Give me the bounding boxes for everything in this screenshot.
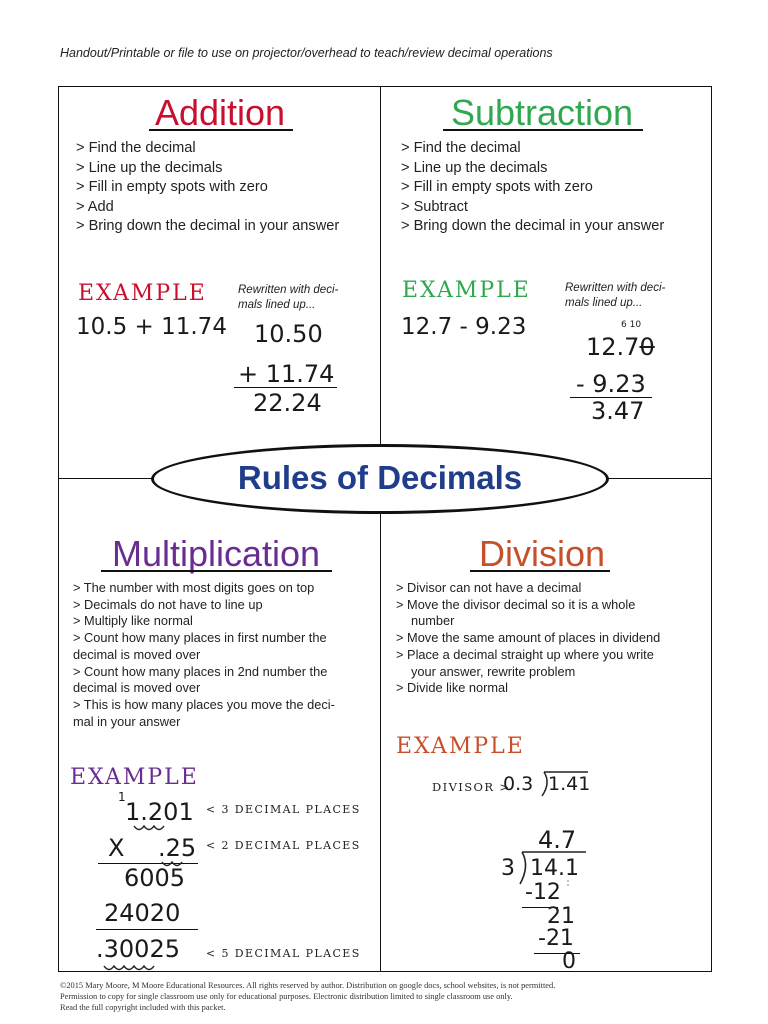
division-step: > Move the divisor decimal so it is a whole	[396, 596, 636, 612]
subtraction-note-line: mals lined up...	[565, 297, 643, 309]
multiplication-step: > The number with most digits goes on top	[73, 580, 315, 595]
subtraction-step: > Find the decimal	[401, 140, 521, 156]
page-header: Handout/Printable or file to use on projector/overhead to teach/review decimal operations	[60, 46, 553, 60]
multiplication-note-top: < 3 DECIMAL PLACES	[206, 803, 361, 816]
subtraction-title: Subtraction	[450, 92, 634, 133]
division-remainder-1: 21	[547, 904, 575, 929]
multiplication-answer: .30025	[96, 935, 180, 963]
addition-example-label: EXAMPLE	[78, 281, 207, 306]
division-original-divisor: 0.3	[503, 773, 534, 795]
addition-title-underline	[149, 129, 293, 131]
multiplication-note-mid: < 2 DECIMAL PLACES	[206, 839, 361, 852]
subtraction-bottom-number: - 9.23	[576, 370, 646, 398]
division-step: number	[411, 613, 455, 629]
division-divisor-label: DIVISOR >	[432, 780, 511, 794]
multiplication-note-answer: < 5 DECIMAL PLACES	[206, 947, 361, 960]
multiplication-top-number: 1.201	[125, 798, 194, 826]
addition-step: > Add	[76, 198, 114, 215]
multiplication-title-underline	[101, 570, 332, 572]
subtraction-top-last-digit: 0	[639, 333, 655, 361]
multiplication-partial-1: 6005	[124, 864, 186, 892]
subtraction-step: > Bring down the decimal in your answer	[401, 218, 665, 235]
subtraction-title-underline	[443, 129, 643, 131]
copyright-line: Read the full copyright included with this packet.	[60, 1003, 226, 1012]
addition-step: > Line up the decimals	[76, 159, 223, 176]
subtraction-answer: 3.47	[591, 397, 645, 425]
subtraction-steps	[401, 139, 664, 237]
copyright-footer	[60, 980, 555, 1013]
multiplication-step: > Decimals do not have to line up	[73, 596, 263, 612]
subtraction-top-number	[586, 333, 655, 361]
multiplication-step: > This is how many places you move the deci-	[73, 696, 335, 712]
addition-bottom-number: + 11.74	[238, 360, 335, 388]
multiplication-step: > Count how many places in 2nd number the	[73, 663, 328, 679]
multiplication-decimal-place-loops	[96, 820, 206, 972]
division-title-underline	[470, 570, 610, 572]
division-steps	[396, 580, 660, 697]
multiplication-step: decimal is moved over	[73, 680, 201, 696]
addition-answer: 22.24	[253, 389, 322, 417]
addition-problem: 10.5 + 11.74	[76, 314, 227, 340]
subtraction-note-line: Rewritten with deci-	[565, 282, 666, 294]
addition-note-line: Rewritten with deci-	[238, 284, 339, 296]
addition-steps	[76, 139, 339, 237]
multiplication-step: > Count how many places in first number the	[73, 630, 327, 646]
subtraction-example-label: EXAMPLE	[402, 278, 531, 303]
division-original-bracket	[530, 770, 600, 798]
addition-note-line: mals lined up...	[238, 299, 316, 311]
division-step: > Divisor can not have a decimal	[396, 580, 582, 595]
copyright-line: Permission to copy for single classroom use only for educational purposes. Electronic distribution limited to single classroom use only.	[60, 992, 513, 1001]
multiplication-step: mal in your answer	[73, 713, 181, 729]
division-example-label: EXAMPLE	[396, 734, 525, 759]
vertical-divider	[380, 87, 381, 971]
division-dividend: 14.1	[530, 856, 579, 881]
division-subtract-1: -12	[525, 880, 561, 905]
division-step: > Place a decimal straight up where you write	[396, 646, 654, 662]
multiplication-step: decimal is moved over	[73, 646, 201, 662]
addition-step: > Find the decimal	[76, 140, 196, 156]
subtraction-step: > Line up the decimals	[401, 159, 548, 176]
subtraction-note	[565, 281, 665, 311]
division-title: Division	[478, 533, 606, 574]
multiplication-step: > Multiply like normal	[73, 613, 193, 629]
division-remainder-2: 0	[562, 949, 576, 974]
addition-title: Addition	[154, 92, 286, 133]
addition-answer-rule	[234, 387, 337, 388]
copyright-line: ©2015 Mary Moore, M Moore Educational Resources. All rights reserved by author. Distribution on google docs, school websites, is not permitted.	[60, 981, 556, 990]
multiplication-carry: 1	[118, 790, 126, 804]
multiplication-x-sign: X	[108, 834, 125, 862]
subtraction-step: > Fill in empty spots with zero	[401, 179, 593, 196]
multiplication-example-label: EXAMPLE	[70, 765, 199, 790]
multiplication-partial-2: 24020	[104, 899, 181, 927]
addition-top-number: 10.50	[254, 320, 323, 348]
subtraction-borrow-marks: 6 10	[621, 320, 642, 330]
division-quotient: 4.7	[538, 826, 577, 854]
subtraction-step: > Subtract	[401, 198, 468, 215]
division-step: > Move the same amount of places in dividend	[396, 630, 661, 646]
division-subtract-2: -21	[538, 926, 574, 951]
division-divisor: 3	[501, 856, 515, 881]
addition-step: > Bring down the decimal in your answer	[76, 218, 340, 235]
subtraction-problem: 12.7 - 9.23	[401, 314, 527, 340]
division-original-dividend: 1.41	[548, 773, 591, 795]
addition-step: > Fill in empty spots with zero	[76, 179, 268, 196]
multiplication-title: Multiplication	[111, 533, 321, 574]
multiplication-bottom-number: .25	[158, 834, 197, 862]
subtraction-top-digits: 12.7	[586, 333, 640, 361]
rules-title: Rules of Decimals	[237, 459, 523, 496]
multiplication-steps	[73, 580, 335, 730]
division-step: > Divide like normal	[396, 680, 509, 696]
division-step: your answer, rewrite problem	[411, 663, 576, 679]
addition-note	[238, 283, 338, 313]
